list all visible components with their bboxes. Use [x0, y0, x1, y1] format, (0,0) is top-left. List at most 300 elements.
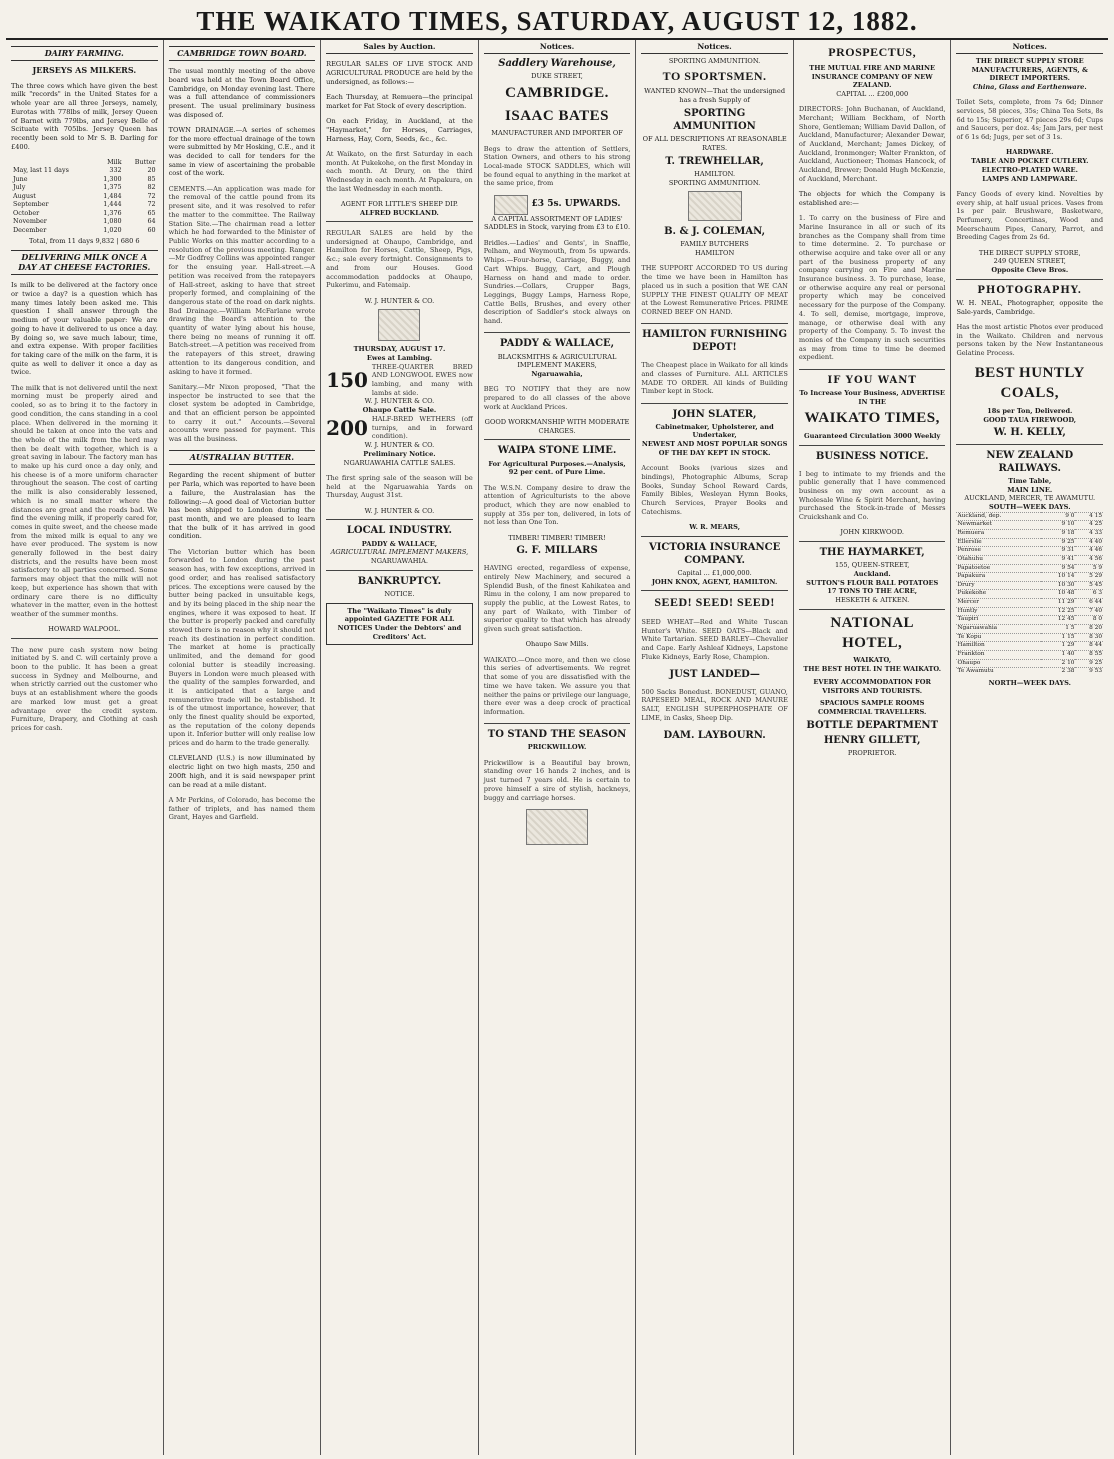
- ad-heading: THE DIRECT SUPPLY STORE,: [978, 248, 1081, 257]
- ad-heading: PRICKWILLOW.: [527, 743, 587, 752]
- table-cell: July: [13, 183, 26, 192]
- ad-heading: SPORTING AMMUNITION: [673, 107, 756, 133]
- column-cambridge: [164, 40, 322, 1455]
- timetable-cell: 9 31: [1041, 547, 1075, 556]
- ad-text: SPORTING AMMUNITION.: [668, 178, 761, 187]
- timetable-row: [956, 538, 1103, 547]
- timetable-row: [956, 607, 1103, 616]
- timetable-cell: Huntly: [956, 607, 1041, 616]
- ad-heading: NATIONAL HOTEL,: [830, 614, 915, 651]
- timetable-row: [956, 521, 1103, 530]
- ad-heading: B. & J. COLEMAN,: [664, 226, 766, 238]
- timetable-cell: 9 10: [1041, 521, 1075, 530]
- ad-heading: China, Glass and Earthenware.: [972, 83, 1087, 91]
- divider: [326, 221, 473, 222]
- ad-text: WAIKATO,: [853, 656, 892, 665]
- ad-heading: TABLE AND POCKET CUTLERY.: [971, 157, 1089, 166]
- ad-text: MANUFACTURERS, AGENTS, & DIRECT IMPORTERS.: [971, 65, 1088, 83]
- article-title: CAMBRIDGE TOWN BOARD.: [169, 46, 316, 61]
- pig-illustration: [688, 191, 742, 221]
- ad-text: SEED WHEAT—Red and White Tuscan Hunter's White. SEED OATS—Black and White Tartarian. SEED BARLEY—Chevalier and Cape. Early Ashleaf Kidneys, Lapstone Fluke Kidneys, Early Rose, Champion.: [641, 617, 788, 661]
- ad-text: The objects for which the Company is established are:—: [798, 190, 946, 207]
- timetable-row: [956, 547, 1103, 556]
- timetable-cell: 9 25: [1075, 659, 1103, 668]
- ad-heading: SUTTON'S FLOUR BALL POTATOES: [806, 578, 939, 587]
- timetable-cell: 8 20: [1075, 625, 1103, 634]
- ad-text: The W.S.N. Company desire to draw the attention of Agriculturists to the above product, which they are now enabled to supply at 35s per ton, delivered, in lots of not less than One Ton.: [483, 483, 631, 527]
- ad-heading: NOTICE.: [384, 589, 415, 598]
- timetable-cell: 9 25: [1041, 538, 1075, 547]
- timetable-heading: NORTH—WEEK DAYS.: [988, 678, 1071, 687]
- timetable-cell: 4 46: [1075, 547, 1103, 556]
- table-cell: 64: [147, 217, 156, 226]
- timetable-cell: 9 18: [1041, 529, 1075, 538]
- timetable-cell: 9 0: [1041, 512, 1075, 521]
- ad-heading: JOHN SLATER,: [672, 408, 757, 420]
- timetable-cell: Penrose: [956, 547, 1041, 556]
- table-cell: 65: [147, 208, 156, 217]
- column-heading: Notices.: [641, 42, 788, 54]
- timetable-row: [956, 616, 1103, 625]
- ad-text: Ngaruawahia,: [531, 370, 583, 378]
- ad-text: WAIKATO.—Once more, and then we close this series of advertisements. We regret that some of you are dissatisfied with the time we have taken. We assure you that neither the pains or privilege our language, there ever was a deep crock of practical information.: [483, 655, 631, 716]
- ad-heading: TO STAND THE SEASON: [487, 729, 627, 741]
- table-cell: 1,375: [103, 183, 122, 192]
- timetable-row: [956, 633, 1103, 642]
- ad-heading: W. H. KELLY,: [993, 427, 1066, 439]
- timetable-cell: Frankton: [956, 650, 1041, 659]
- milk-total: Total, from 11 days 9,832 | 680 6: [28, 236, 140, 245]
- timetable-cell: 12 45: [1041, 616, 1075, 625]
- ad-price: £3 5s. UPWARDS.: [531, 198, 621, 209]
- ad-text: HAMILTON: [694, 249, 735, 258]
- timetable-cell: 9 41: [1041, 555, 1075, 564]
- ad-text: Auckland.: [853, 569, 891, 578]
- ad-text: For Agricultural Purposes.—Analysis, 92 per cent. of Pure Lime.: [488, 459, 626, 477]
- sale-date: THURSDAY, AUGUST 17.: [353, 345, 446, 354]
- ad-heading: NEW ZEALAND RAILWAYS.: [986, 449, 1074, 474]
- ad-heading: HAMILTON FURNISHING DEPOT!: [642, 329, 788, 354]
- ad-heading: VICTORIA INSURANCE COMPANY.: [648, 541, 781, 566]
- ad-heading: G. F. MILLARS: [516, 545, 598, 557]
- sheep-illustration: [378, 309, 420, 341]
- timetable-row: [956, 529, 1103, 538]
- timetable-cell: Drury: [956, 581, 1041, 590]
- column-notices-4: [951, 40, 1108, 1455]
- divider: [799, 609, 946, 610]
- timetable-cell: 4 40: [1075, 538, 1103, 547]
- table-cell: 85: [147, 174, 156, 183]
- timetable-cell: 8 44: [1075, 642, 1103, 651]
- article-text: Sanitary.—Mr Nixon proposed, "That the inspector be instructed to see that the closet system be adopted in Cambridge, and that an efficient person be appointed to carry it out." Accounts.—Several accounts were passed for payment. This was all the business.: [168, 382, 316, 444]
- ad-text: COMMERCIAL TRAVELLERS.: [818, 707, 927, 716]
- timetable-cell: Pukekohe: [956, 590, 1041, 599]
- ad-heading: AGRICULTURAL IMPLEMENT MAKERS,: [330, 548, 469, 557]
- ad-heading: T. TREWHELLAR,: [665, 155, 764, 167]
- ad-heading: BUSINESS NOTICE.: [815, 450, 929, 462]
- divider: [641, 536, 788, 537]
- ad-text: On each Friday, in Auckland, at the "Haymarket," for Horses, Carriages, Harness, Hay, Corn, Seeds, &c., &c.: [326, 117, 473, 143]
- timetable-cell: 5 45: [1075, 581, 1103, 590]
- ad-text: BEG TO NOTIFY that they are now prepared to do all classes of the above work at Auckland Prices.: [483, 385, 631, 411]
- article-text: The new pure cash system now being initiated by S. and C. will certainly prove a boon to the public. It has been a great success in Sydney and Melbourne, and when strictly carried out the customer who buys at an establishment where the goods are marked low must get a great advantage over the credit system. Furniture, Drapery, and Clothing at cash prices for cash.: [11, 645, 158, 732]
- ad-heading: BANKRUPTCY.: [357, 575, 442, 587]
- timetable-cell: 4 25: [1075, 521, 1103, 530]
- ad-heading: W. R. MEARS,: [689, 522, 740, 531]
- ad-text: W. H. NEAL, Photographer, opposite the Sale-yards, Cambridge.: [956, 298, 1104, 316]
- ad-text: CAPITAL ... £200,000: [836, 89, 909, 98]
- ad-heading: THE MUTUAL FIRE AND MARINE INSURANCE COMPANY OF NEW ZEALAND.: [809, 63, 936, 90]
- ad-text: GOOD TAUA FIREWOOD,: [983, 415, 1077, 424]
- ad-text: Account Books (various sizes and bindings), Photographic Albums, Scrap Books, Sunday School Reward Cards, Family Bibles, Wesleyan Hymn Books, Church Services, Prayer Books and Catechisms.: [641, 464, 788, 516]
- firm-name: W. J. HUNTER & CO.: [364, 506, 435, 515]
- column-heading: Sales by Auction.: [326, 42, 473, 54]
- ad-text: Cabinetmaker, Upholsterer, and Undertaker,: [655, 422, 774, 440]
- article-text: The usual monthly meeting of the above board was held at the Town Board Office, Cambridge, on Monday evening last. There was a full attendance of commissioners present. The usual preliminary business was disposed of.: [168, 67, 316, 119]
- newspaper-title: THE WAIKATO TIMES, SATURDAY, AUGUST 12, 1882.: [196, 5, 918, 36]
- ad-text: At Waikato, on the first Saturday in each month. At Pukekohe, on the first Monday in each month. At Drury, on the third Wednesday in each month. At Papakura, on the last Wednesday in each month.: [326, 149, 473, 193]
- table-cell: 20: [147, 166, 156, 175]
- article-text: The milk that is not delivered until the next morning must be properly aired and cooled, so as to bring it to the factory in good condition, the cans standing in a cool place. When delivered in the morning it should be taken at once into the vats and the whole of the milk from the herd may then be dealt with together, which is a great saving in labour. The factory man has to make up his curd once a day only, and his cheese is of a more uniform character throughout the season. The cost of carting the milk is also considerably lessened, which is no small matter where the distances are great and the roads bad. We find the evening milk, if properly cared for, comes in quite sweet, and the cheese made from the mixed milk is equal to any we have ever produced. The system is now generally followed in the best dairy districts, and the results have been most satisfactory to all parties concerned. Some farmers may object that the milk will not keep, but experience has shown that with ordinary care there is no difficulty whatever in the matter, even in the hottest weather of the summer months.: [11, 383, 158, 618]
- table-row: [11, 175, 158, 183]
- divider: [641, 323, 788, 324]
- table-cell: August: [13, 191, 36, 200]
- timetable-cell: Hamilton: [956, 642, 1041, 651]
- table-row: [11, 166, 158, 174]
- timetable-cell: Newmarket: [956, 521, 1041, 530]
- divider: [956, 444, 1103, 445]
- ad-text: 249 QUEEN STREET,: [993, 257, 1066, 266]
- timetable-cell: 9 54: [1041, 564, 1075, 573]
- timetable-cell: 5 29: [1075, 573, 1103, 582]
- timetable-row: [956, 590, 1103, 599]
- ad-text: Fancy Goods of every kind. Novelties by every ship, at half usual prices. Vases from 1s per pair. Brushware, Basketware, Perfumery, Concertinas, Wood and Meerschaum Pipes, Canary, Parrot, and Breeding Cages from 2s 6d.: [956, 189, 1104, 242]
- table-cell: 72: [147, 200, 156, 209]
- timetable-row: [956, 642, 1103, 651]
- table-cell: 332: [109, 166, 122, 175]
- ad-text: I beg to intimate to my friends and the public generally that I have commenced business on my own account as a Wholesale Wine & Spirit Merchant, having purchased the Stock-in-trade of Messrs Cruickshank and Co.: [798, 469, 946, 522]
- ad-text: Has the most artistic Photos ever produced in the Waikato. Children and nervous persons taken by the New Instantaneous Gelatine Process.: [956, 322, 1104, 358]
- column-notices-2: [636, 40, 794, 1455]
- table-cell: 1,444: [103, 200, 122, 209]
- table-cell: May, last 11 days: [13, 166, 69, 175]
- divider: [484, 332, 631, 333]
- ad-text: The Cheapest place in Waikato for all kinds and classes of Furniture. ALL ARTICLES MADE TO ORDER. All kinds of Building Timber kept in Stock.: [641, 361, 788, 396]
- timetable-row: [956, 512, 1103, 521]
- column-notices-3: [794, 40, 952, 1455]
- timetable-cell: 1 40: [1041, 650, 1075, 659]
- auctioneer-name: ALFRED BUCKLAND.: [360, 208, 439, 217]
- ad-heading: PADDY & WALLACE,: [499, 338, 615, 350]
- ad-heading: THE HAYMARKET,: [819, 547, 925, 559]
- ad-text: HALF-BRED WETHERS (off turnips, and in forward condition).: [371, 414, 473, 441]
- milk-table: [11, 158, 158, 234]
- timetable-cell: 9 53: [1075, 668, 1103, 676]
- ad-text: Bridles.—Ladies' and Gents', in Snaffle, Pelham, and Weymouth, from 5s upwards. Whips.—Four-horse, Carriage, Buggy, and Cart Whips. Buggy, Cart, and Plough Harness on hand and made to order. Sundries.—Collars, Crupper Bags, Leggings, Buggy Lamps, Harness Rope, Cattle Bells, Brushes, and every other description of Saddler's stock always on hand.: [483, 238, 631, 326]
- article-text: TOWN DRAINAGE.—A series of schemes for the more effectual drainage of the town were submitted by Mr Hosking, C.E., and it was decided to call for tenders for the same in view of ascertaining the probable cost of the work.: [168, 125, 316, 178]
- ad-text: Capital ... £1,000,000.: [677, 569, 752, 578]
- ad-heading: PHOTOGRAPHY.: [977, 284, 1083, 296]
- timetable-cell: 2 38: [1041, 668, 1075, 676]
- ad-heading: LOCAL INDUSTRY.: [346, 525, 453, 537]
- ad-heading: IF YOU WANT: [827, 374, 917, 386]
- timetable-row: [956, 581, 1103, 590]
- ad-text: 1. To carry on the business of Fire and Marine Insurance in all or such of its branches as the Company shall from time to time determine. 2. To purchase or otherwise acquire and take over all or any part of the business property of any company carrying on Fire and Marine Insurance business. 3. To purchase, lease, or otherwise acquire any real or personal property which may be conceived necessary for the purpose of the Company. 4. To sell, demise, mortgage, improve, manage, or otherwise deal with any property of the Company. 5. To invest the monies of the Company in such securities as may from time to time be deemed expedient.: [798, 214, 946, 362]
- ad-heading: Saddlery Warehouse,: [498, 57, 616, 69]
- ad-text: JOHN KIRKWOOD.: [840, 528, 904, 537]
- sale-title: Ohaupo Cattle Sale.: [362, 406, 437, 415]
- ad-text: THE BEST HOTEL IN THE WAIKATO.: [803, 665, 942, 674]
- timetable-cell: Remuera: [956, 529, 1041, 538]
- timetable-row: [956, 668, 1103, 676]
- timetable-cell: Te Kopu: [956, 633, 1041, 642]
- ad-text: 17 TONS TO THE ACRE,: [827, 587, 918, 596]
- ad-heading: PROSPECTUS,: [828, 45, 917, 59]
- column-heading: Notices.: [956, 42, 1103, 54]
- ad-heading: ISAAC BATES: [505, 107, 610, 124]
- ad-text: EVERY ACCOMMODATION FOR VISITORS AND TOURISTS.: [813, 677, 931, 695]
- timetable-cell: 1 5: [1041, 625, 1075, 634]
- table-cell: 1,020: [103, 225, 122, 234]
- ad-heading: HENRY GILLETT,: [823, 734, 921, 746]
- ad-text: To Increase Your Business, ADVERTISE IN THE: [799, 388, 945, 406]
- table-cell: 72: [147, 191, 156, 200]
- ad-text: THE SUPPORT ACCORDED TO US during the time we have been in Hamilton has placed us in such a position that WE CAN SUPPLY THE FINEST QUALITY OF MEAT at the Lowest Remunerative Prices. PRIME CORNED BEEF ON HAND.: [641, 264, 788, 316]
- sale-title: NGARUAWAHIA CATTLE SALES.: [343, 458, 456, 467]
- ad-text: Time Table,: [1008, 476, 1052, 485]
- ad-heading: WAIPA STONE LIME.: [497, 445, 617, 457]
- divider: [799, 369, 946, 370]
- firm-name: W. J. HUNTER & CO.: [364, 441, 435, 450]
- ad-text: Prickwillow is a Beautiful bay brown, standing over 16 hands 2 inches, and is just turned 7 years old. He is certain to prove himself a sire of stylish, hackneys, buggy and carriage horses.: [483, 758, 631, 802]
- ad-heading: BEST HUNTLY COALS,: [974, 365, 1085, 402]
- ad-text: THREE-QUARTER BRED AND LONGWOOL EWES now lambing, and many with lambs at side.: [371, 362, 473, 397]
- ad-heading: DAM. LAYBOURN.: [663, 730, 766, 742]
- ad-heading: FAMILY BUTCHERS: [680, 240, 749, 249]
- ad-heading: TO SPORTSMEN.: [662, 68, 767, 83]
- article-text: Regarding the recent shipment of butter per Parla, which was reported to have been a failure, the Australasian has the following:—A good deal of Victorian butter has been shipped to London during the past month, and we are pleased to learn that the bulk of it has arrived in good condition.: [168, 471, 316, 541]
- table-cell: October: [13, 208, 40, 217]
- ad-heading: THE DIRECT SUPPLY STORE: [975, 56, 1084, 65]
- divider: [641, 403, 788, 404]
- ad-text: PROPRIETOR.: [847, 748, 897, 757]
- ad-heading: HARDWARE.: [1006, 148, 1054, 157]
- timetable-cell: 8 30: [1075, 633, 1103, 642]
- column-heading: Notices.: [484, 42, 631, 54]
- ad-heading: JUST LANDED—: [669, 669, 760, 680]
- sale-title: Ewes at Lambing.: [366, 353, 433, 362]
- timetable-cell: 1 15: [1041, 633, 1075, 642]
- divider: [326, 570, 473, 571]
- ad-text: 18s per Ton, Delivered.: [987, 406, 1073, 415]
- masthead: [6, 4, 1108, 40]
- timetable-cell: 4 33: [1075, 529, 1103, 538]
- timetable-cell: Taupiri: [956, 616, 1041, 625]
- lot-count: 150: [326, 367, 368, 392]
- ad-text: 500 Sacks Bonedust. BONEDUST, GUANO, RAPESEED MEAL, ROCK AND MANURE SALT, ENGLISH SUPERPHOSPHATE OF LIME, in Casks, Sheep Dip.: [641, 687, 788, 722]
- timetable-cell: Otahuhu: [956, 555, 1041, 564]
- ad-text: DIRECTORS: John Buchanan, of Auckland, Merchant; William Beckham, of North Shore, Gentleman; William David Dallon, of Auckland, Manufacturer; Alexander Dewar, of Auckland, Merchant; James Dickey, of Auckland, Ironmonger; Walter Frankton, of Auckland, Auctioneer; Thomas Hancock, of Auckland, Brewer; Donald Hugh McKenzie, of Auckland, Merchant.: [798, 105, 946, 183]
- table-cell: 1,300: [103, 174, 122, 183]
- column-notices-1: [479, 40, 637, 1455]
- table-row: [11, 209, 158, 217]
- timetable-cell: 8 55: [1075, 650, 1103, 659]
- ad-text: OF ALL DESCRIPTIONS AT REASONABLE RATES.: [642, 135, 787, 152]
- ad-text: SPACIOUS SAMPLE ROOMS: [819, 699, 925, 708]
- divider: [799, 445, 946, 446]
- timetable-cell: Auckland, dep.: [956, 512, 1041, 521]
- table-cell: 1,376: [103, 208, 122, 217]
- divider: [326, 519, 473, 520]
- timetable-row: [956, 659, 1103, 668]
- table-cell: November: [13, 217, 47, 226]
- timetable-cell: 10 14: [1041, 573, 1075, 582]
- article-signature: HOWARD WALPOOL.: [48, 625, 121, 634]
- timetable-row: [956, 625, 1103, 634]
- ad-text: The first spring sale of the season will be held at the Ngaruawahia Yards on Thursday, August 31st.: [326, 473, 473, 500]
- timetable-cell: 6 44: [1075, 599, 1103, 608]
- timetable-cell: 5 9: [1075, 564, 1103, 573]
- article-text: The three cows which have given the best milk "records" in the United States for a whole year are all three Jerseys, namely, Eurotas with 778lbs of milk, Jersey Queen of Barnet with 779lbs, and Jersey Belle of Scituate with 705lbs. Jersey Queen has recently been sold to Mr S. B. Darling for £400.: [11, 81, 158, 151]
- ad-text: HAVING erected, regardless of expense, entirely New Machinery, and secured a Splendid Bush, of the finest Kahikatea and Rimu in the colony, I am now prepared to supply the public, at the Lowest Rates, to any part of Waikato, with Timber of superior quality to that which has already given such great satisfaction.: [483, 564, 631, 634]
- ad-heading: WAIKATO TIMES,: [804, 410, 940, 427]
- ad-text: TIMBER! TIMBER! TIMBER!: [508, 533, 606, 542]
- timetable-row: [956, 573, 1103, 582]
- column-auctions: [321, 40, 479, 1455]
- table-row: [11, 226, 158, 234]
- article-text: The Victorian butter which has been forwarded to London during the past season has, with few exceptions, arrived in good order, and has realised satisfactory prices. The exceptions were caused by the butter being packed in unsuitable kegs, and by its being placed in the ship near the engines, where it was exposed to heat. If the butter is properly packed and carefully stowed there is no reason why it should not reach its destination in perfect condition. The market at home is practically unlimited, and the demand for good colonial butter is steadily increasing. Buyers in London were much pleased with the quality of the samples forwarded, and it is anticipated that a large and remunerative trade will be established. It is of the utmost importance, however, that only the finest quality should be exported, as the reputation of the colony depends upon it. Inferior butter will only realise low prices and do harm to the trade generally.: [168, 547, 316, 748]
- ad-text: BLACKSMITHS & AGRICULTURAL IMPLEMENT MAKERS,: [497, 352, 617, 370]
- columns: [6, 40, 1108, 1455]
- ad-text: 155, QUEEN-STREET,: [834, 561, 910, 570]
- divider: [484, 439, 631, 440]
- timetable-cell: Ngaruawahia: [956, 625, 1041, 634]
- table-cell: June: [13, 174, 28, 183]
- timetable-cell: Papatoetoe: [956, 564, 1041, 573]
- timetable-cell: 12 25: [1041, 607, 1075, 616]
- table-row: [11, 192, 158, 200]
- divider: [641, 590, 788, 591]
- ad-text: WANTED KNOWN—That the undersigned has a fresh Supply of: [644, 87, 786, 105]
- timetable-cell: Papakura: [956, 573, 1041, 582]
- timetable-cell: Ellerslie: [956, 538, 1041, 547]
- ad-text: JOHN KNOX, AGENT, HAMILTON.: [651, 577, 778, 586]
- ad-text: MAIN LINE.: [1007, 485, 1053, 494]
- article-title: DELIVERING MILK ONCE A DAY AT CHEESE FACTORIES.: [11, 250, 158, 275]
- timetable-cell: 4 15: [1075, 512, 1103, 521]
- table-header: Butter: [134, 157, 156, 166]
- gazette-notice: The "Waikato Times" is duly appointed GAZETTE FOR ALL NOTICES Under the Debtors' and Creditors' Act.: [326, 603, 473, 646]
- table-cell: December: [13, 225, 47, 234]
- ad-text: AGENT FOR LITTLE'S SHEEP DIP.: [340, 200, 459, 208]
- timetable-cell: 10 30: [1041, 581, 1075, 590]
- timetable-row: [956, 599, 1103, 608]
- table-header: Milk: [107, 157, 122, 166]
- timetable-cell: 2 10: [1041, 659, 1075, 668]
- table-cell: 1,484: [103, 191, 122, 200]
- timetable-row: [956, 564, 1103, 573]
- horse-illustration: [526, 809, 588, 845]
- timetable-cell: 6 3: [1075, 590, 1103, 599]
- timetable-cell: 8 0: [1075, 616, 1103, 625]
- ad-heading: ELECTRO-PLATED WARE.: [981, 165, 1078, 174]
- table-header: [11, 158, 93, 166]
- ad-heading: SEED! SEED! SEED!: [654, 595, 775, 610]
- article-text: Is milk to be delivered at the factory once or twice a day? is a question which has many times lately been asked me. This question I shall answer through the medium of your valuable paper: We are going to have it delivered to us once a day. By doing so, we save much labour, time, and extra expense. With proper facilities for taking care of the milk on the farm, it is quite as well to deliver it once a day as twice.: [11, 281, 158, 377]
- table-cell: 60: [147, 225, 156, 234]
- ad-text: MANUFACTURER AND IMPORTER OF: [491, 129, 623, 138]
- ad-text: REGULAR SALES OF LIVE STOCK AND AGRICULTURAL PRODUCE are held by the undersigned, as follows:—: [326, 60, 473, 86]
- timetable-cell: 10 48: [1041, 590, 1075, 599]
- ad-text: HAMILTON.: [694, 169, 736, 178]
- timetable-cell: Te Awamutu: [956, 668, 1041, 676]
- divider: [799, 541, 946, 542]
- table-cell: 1,080: [103, 217, 122, 226]
- firm-name: W. J. HUNTER & CO.: [364, 397, 435, 406]
- ad-heading: NGARUAWAHIA.: [370, 556, 428, 565]
- saddle-illustration: [494, 195, 528, 215]
- article-text: A Mr Perkins, of Colorado, has become the father of triplets, and has named them Grant, Hayes and Garfield.: [168, 795, 316, 822]
- ad-text: NEWEST AND MOST POPULAR SONGS OF THE DAY KEPT IN STOCK.: [641, 440, 788, 457]
- ad-heading: CAMBRIDGE.: [505, 84, 609, 101]
- article-title: JERSEYS AS MILKERS.: [32, 64, 137, 75]
- table-cell: September: [13, 200, 49, 209]
- table-row: [11, 183, 158, 191]
- divider: [11, 638, 158, 639]
- ad-text: Each Thursday, at Remuera—the principal market for Fat Stock of every description.: [326, 93, 473, 110]
- ad-text: AUCKLAND, MERCER, TE AWAMUTU.: [964, 494, 1096, 503]
- timetable-row: [956, 650, 1103, 659]
- ad-heading: BOTTLE DEPARTMENT: [806, 719, 939, 731]
- timetable-row: [956, 555, 1103, 564]
- divider: [956, 279, 1103, 280]
- article-title: AUSTRALIAN BUTTER.: [169, 450, 316, 465]
- article-text: CLEVELAND (U.S.) is now illuminated by electric light on two high masts, 250 and 200ft high, and it is said newspaper print can be read at a mile distant.: [168, 754, 316, 789]
- table-row: [11, 200, 158, 208]
- article-text: CEMENTS.—An application was made for the removal of the cattle pound from its present site, and it was resolved to refer the matter to the committee. The Railway Station Site.—The chairman read a letter which he had forwarded to the Minister of Public Works on this matter according to a resolution of the previous meeting. Ranger.—Mr Godfrey Collins was appointed ranger for the ensuing year. Hall-street.—A petition was received from the ratepayers of Hall-street, asking to have that street properly formed, and complaining of the dangerous state of the road on dark nights. Bad Drainage.—William McFarlane wrote drawing the Board's attention to the quantity of water lying about his house, there being no means of running it off. Batch-street.—A petition was received from the ratepayers of this street, drawing attention to its dangerous condition, and asking to have it formed.: [168, 184, 316, 376]
- timetable-cell: Ohaupo: [956, 659, 1041, 668]
- timetable-cell: 7 40: [1075, 607, 1103, 616]
- table-cell: 82: [147, 183, 156, 192]
- ad-text: Opposite Cleve Bros.: [991, 266, 1069, 275]
- ad-text: Ohaupo Saw Mills.: [525, 640, 589, 649]
- column-dairy: [6, 40, 164, 1455]
- section-heading: DAIRY FARMING.: [11, 46, 158, 61]
- timetable-cell: 1 29: [1041, 642, 1075, 651]
- timetable-cell: 4 56: [1075, 555, 1103, 564]
- ad-text: Toilet Sets, complete, from 7s 6d; Dinner services, 58 pieces, 35s; China Tea Sets, 8s 6d to 15s; Superior, 47 pieces 29s 6d; Cups and Saucers, per doz. 4s; Jam Jars, per nest of 6 1s 6d; Jugs, per set of 3 1s.: [956, 98, 1104, 142]
- ad-text: REGULAR SALES are held by the undersigned at Ohaupo, Cambridge, and Hamilton for Horses, Cattle, Sheep, Pigs, &c.; sale every fortnight. Consignments to and from our Houses. Good accommodation paddocks at Ohaupo, Pukerimu, and Fatemaip.: [326, 229, 473, 290]
- timetable-cell: 11 29: [1041, 599, 1075, 608]
- timetable-cell: Mercer: [956, 599, 1041, 608]
- ad-heading: SPORTING AMMUNITION.: [668, 56, 761, 65]
- table-row: [11, 217, 158, 225]
- ad-heading: PADDY & WALLACE,: [361, 539, 438, 548]
- firm-name: W. J. HUNTER & CO.: [364, 296, 435, 305]
- ad-text: A CAPITAL ASSORTMENT OF LADIES' SADDLES in Stock, varying from £3 to £10.: [483, 214, 631, 232]
- sale-title: Preliminary Notice.: [363, 449, 436, 458]
- ad-heading: LAMPS AND LAMPWARE.: [982, 174, 1078, 183]
- timetable-heading: SOUTH—WEEK DAYS.: [989, 503, 1071, 511]
- ad-text: DUKE STREET,: [531, 72, 583, 81]
- ad-text: Guaranteed Circulation 3000 Weekly: [804, 432, 941, 441]
- ad-text: HESKETH & AITKEN.: [835, 596, 910, 605]
- ad-text: GOOD WORKMANSHIP WITH MODERATE CHARGES.: [484, 418, 630, 435]
- timetable-south: [956, 512, 1103, 676]
- divider: [484, 723, 631, 724]
- ad-text: Begs to draw the attention of Settlers, Station Owners, and others to his strong Local-made STOCK SADDLES, which will be found equal to anything in the market at the same price, from: [483, 144, 631, 188]
- lot-count: 200: [326, 415, 368, 440]
